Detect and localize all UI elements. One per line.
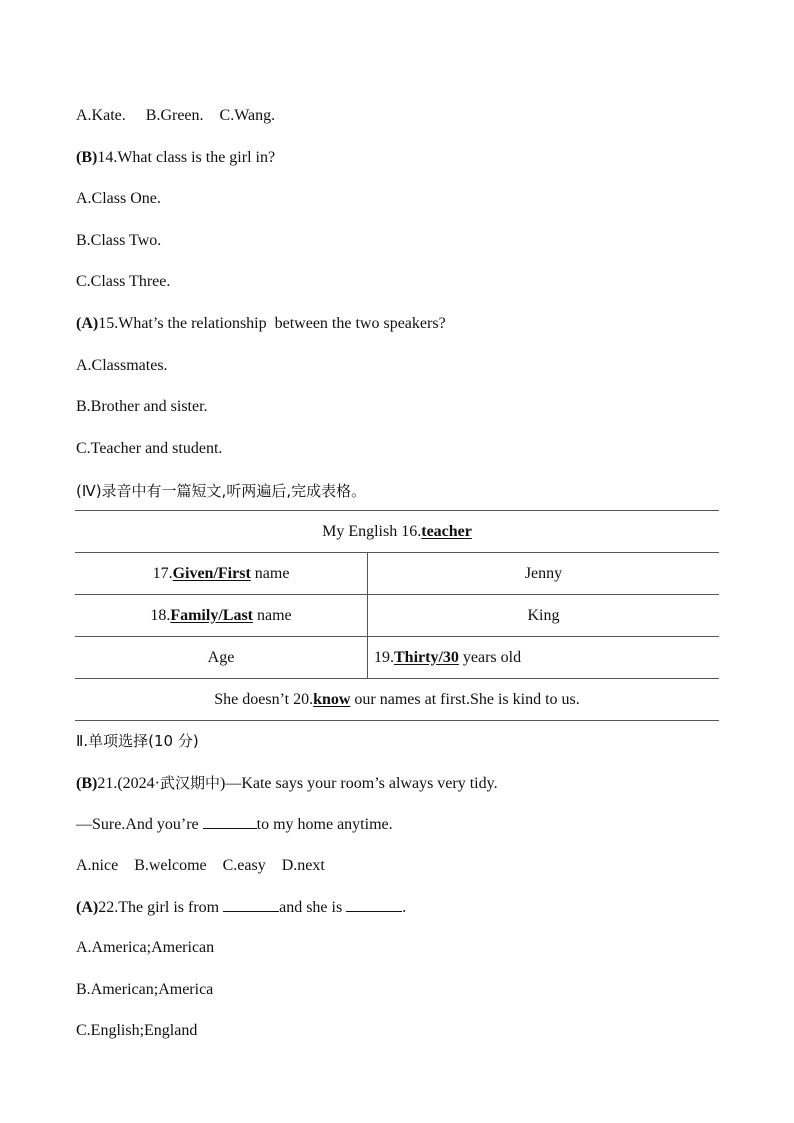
q21-option-a: A.nice [76, 857, 119, 874]
q21-line-2 [76, 814, 393, 835]
q15-text: 15.What’s the relationship between the two speakers? [98, 315, 446, 332]
q21-options [76, 856, 325, 876]
table-row [75, 511, 719, 553]
q14-option-a: A.Class One. [76, 190, 161, 207]
q21-text: )—Kate says your room’s always very tidy. [220, 775, 498, 792]
q14-question [76, 148, 275, 168]
q21-option-d: D.next [281, 857, 325, 874]
q14-option-c: C.Class Three. [76, 273, 171, 290]
answer-16: teacher [421, 522, 472, 540]
q21-line2-start: —Sure.And you’re [76, 816, 203, 833]
row-18-suffix: name [253, 606, 292, 624]
q21-question [76, 773, 498, 794]
q15-option-a: A.Classmates. [76, 357, 168, 374]
table-header-prefix: My English 16. [322, 522, 422, 540]
table-row [75, 553, 719, 595]
table-footer-cell [75, 679, 719, 721]
q15-answer: (A) [76, 315, 99, 332]
q21-option-c: C.easy [222, 857, 266, 874]
q14-text: 14.What class is the girl in? [97, 149, 276, 166]
row-17-num: 17. [152, 564, 173, 582]
q21-option-b: B.welcome [134, 857, 207, 874]
q21-source: 武汉期中 [159, 774, 220, 792]
row-17-suffix: name [250, 564, 290, 582]
row-19-value [368, 637, 720, 679]
row-19-suffix: years old [458, 648, 522, 666]
q21-line2-end: to my home anytime. [256, 816, 393, 833]
row-19-num: 19. [374, 648, 394, 666]
answer-19: Thirty/30 [394, 648, 459, 666]
table-row [75, 679, 719, 721]
q22-part1: 22.The girl is from [98, 899, 224, 916]
q22-option-a: A.America;American [76, 939, 215, 956]
footer-prefix: She doesn’t 20. [214, 690, 314, 708]
q14-answer: (B) [76, 149, 98, 166]
q15-option-c: C.Teacher and student. [76, 440, 223, 457]
q22-option-c: C.English;England [76, 1022, 198, 1039]
section-4-title: (Ⅳ)录音中有一篇短文,听两遍后,完成表格。 [76, 482, 367, 500]
row-17-value: Jenny [368, 553, 720, 595]
section-2-title: Ⅱ.单项选择(10 分) [76, 732, 199, 750]
q13-option-b: B.Green. [145, 107, 204, 124]
q21-answer: (B) [76, 775, 98, 792]
table-header-cell [75, 511, 719, 553]
answer-18: Family/Last [170, 606, 253, 624]
q22-blank-2 [346, 897, 402, 912]
row-17-label [75, 553, 368, 595]
table-row [75, 637, 719, 679]
q13-options [76, 106, 275, 126]
row-18-label [75, 595, 368, 637]
answer-table [75, 510, 719, 721]
answer-17: Given/First [172, 564, 251, 582]
table-row [75, 595, 719, 637]
q14-option-b: B.Class Two. [76, 232, 162, 249]
q21-blank [203, 814, 257, 829]
q22-part2: and she is [279, 899, 347, 916]
q22-part3: . [402, 899, 407, 916]
q22-question [76, 897, 406, 918]
row-19-label: Age [75, 637, 368, 679]
q15-option-b: B.Brother and sister. [76, 398, 208, 415]
q13-option-a: A.Kate. [76, 107, 126, 124]
footer-suffix: our names at first.She is kind to us. [350, 690, 580, 708]
q15-question [76, 314, 446, 334]
q22-blank-1 [223, 897, 279, 912]
row-18-num: 18. [150, 606, 171, 624]
answer-20: know [313, 690, 351, 708]
q13-option-c: C.Wang. [219, 107, 276, 124]
q22-option-b: B.American;America [76, 981, 214, 998]
q21-prefix: 21.(2024· [97, 775, 160, 792]
row-18-value: King [368, 595, 720, 637]
q22-answer: (A) [76, 899, 99, 916]
